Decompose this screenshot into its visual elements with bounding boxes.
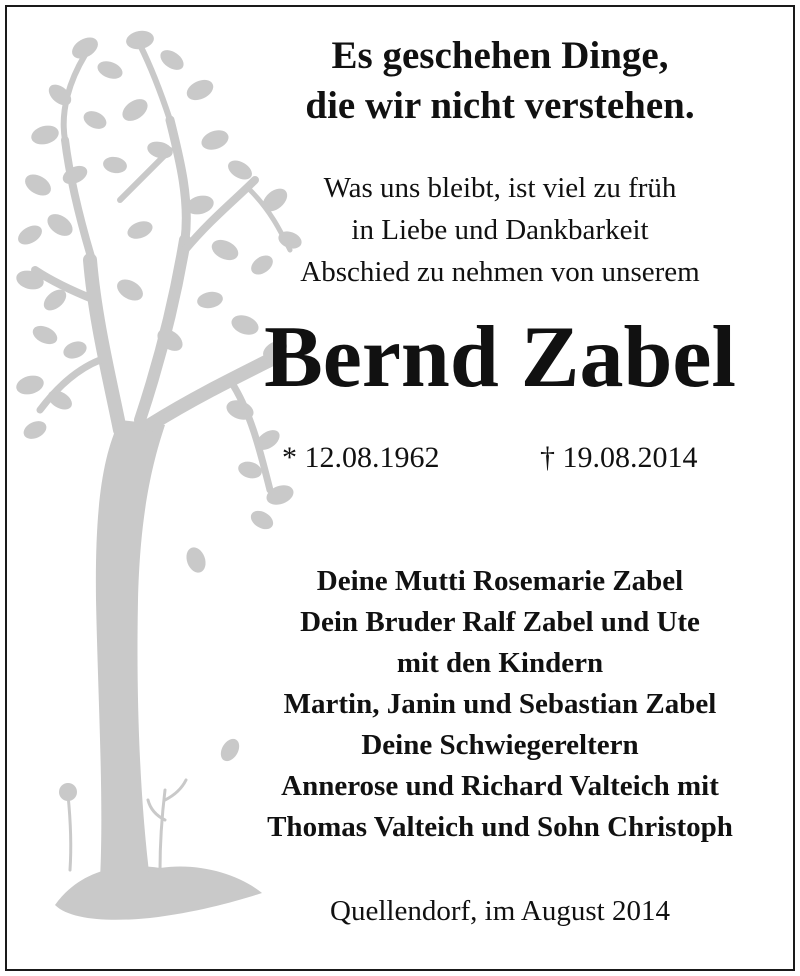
intro-line-2: in Liebe und Dankbarkeit (351, 214, 649, 246)
mourner-line-4: Martin, Janin und Sebastian Zabel (283, 688, 717, 720)
mourner-line-2: Dein Bruder Ralf Zabel und Ute (300, 606, 700, 638)
birth-date: * 12.08.1962 (282, 441, 440, 474)
deceased-name: Bernd Zabel (264, 309, 736, 406)
motto-line-1: Es geschehen Dinge, (331, 34, 669, 77)
mourner-line-1: Deine Mutti Rosemarie Zabel (316, 565, 684, 597)
intro-line-1: Was uns bleibt, ist viel zu früh (323, 172, 677, 204)
death-date: † 19.08.2014 (540, 441, 698, 474)
motto-line-2: die wir nicht verstehen. (305, 84, 695, 127)
mourner-line-3: mit den Kindern (396, 647, 604, 679)
intro-line-3: Abschied zu nehmen von unserem (300, 256, 700, 288)
place-and-date: Quellendorf, im August 2014 (330, 895, 670, 927)
mourner-line-5: Deine Schwiegereltern (361, 729, 639, 761)
mourner-line-7: Thomas Valteich und Sohn Christoph (267, 811, 733, 843)
mourner-line-6: Annerose und Richard Valteich mit (281, 770, 719, 802)
